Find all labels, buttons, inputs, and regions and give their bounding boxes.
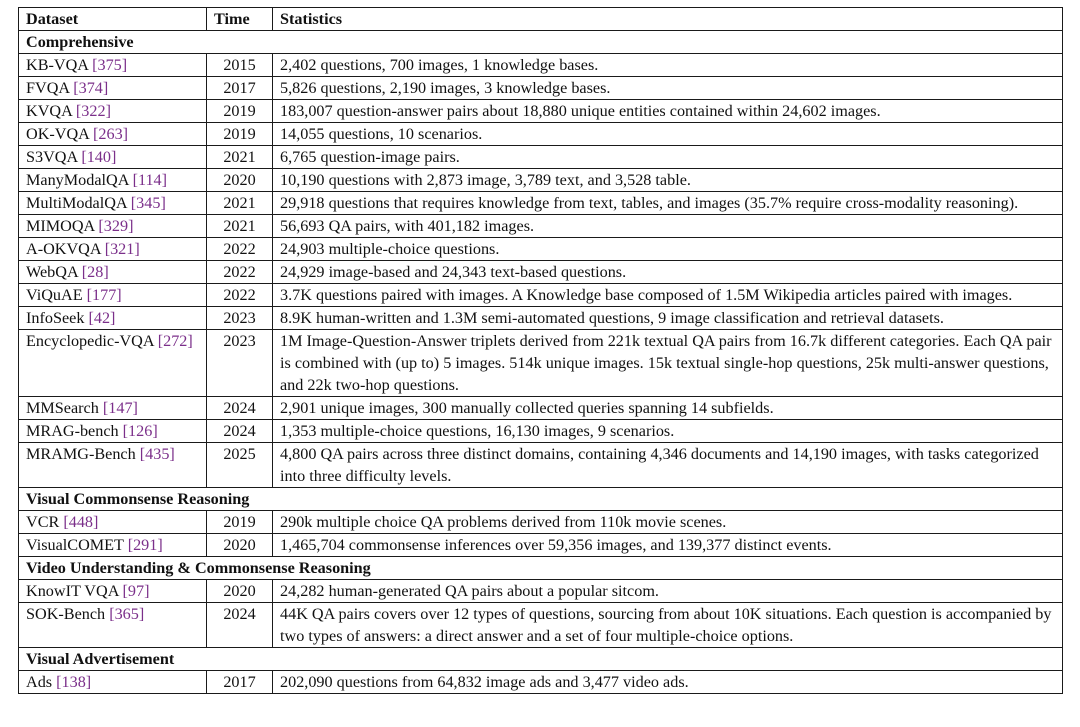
time-cell: 2022 [207,261,273,284]
dataset-cell [19,146,207,169]
dataset-cell [19,534,207,557]
time-cell: 2017 [207,77,273,100]
dataset-name: WebQA [26,263,78,281]
dataset-cell [19,215,207,238]
table-row [19,123,1063,146]
dataset-cell [19,420,207,443]
citation-link[interactable]: [147] [102,399,138,417]
dataset-cell [19,54,207,77]
time-cell: 2019 [207,100,273,123]
citation-link[interactable]: [28] [81,263,109,281]
dataset-name: S3VQA [26,148,78,166]
dataset-cell [19,77,207,100]
dataset-cell [19,238,207,261]
citation-link[interactable]: [375] [92,56,128,74]
table-row [19,397,1063,420]
statistics-cell: 29,918 questions that requires knowledge from text, tables, and images (35.7% require cross-modality reasoning). [273,192,1063,215]
statistics-cell: 290k multiple choice QA problems derived from 110k movie scenes. [273,511,1063,534]
dataset-name: SOK-Bench [26,605,106,623]
dataset-name: MMSearch [26,399,99,417]
citation-link[interactable]: [138] [56,673,92,691]
table-row [19,443,1063,488]
time-cell: 2017 [207,671,273,694]
time-cell: 2023 [207,307,273,330]
statistics-cell: 5,826 questions, 2,190 images, 3 knowledge bases. [273,77,1063,100]
time-cell: 2020 [207,169,273,192]
dataset-name: InfoSeek [26,309,85,327]
citation-link[interactable]: [345] [130,194,166,212]
statistics-cell: 24,282 human-generated QA pairs about a popular sitcom. [273,580,1063,603]
dataset-cell [19,284,207,307]
dataset-cell [19,443,207,488]
statistics-cell: 24,929 image-based and 24,343 text-based questions. [273,261,1063,284]
dataset-cell [19,511,207,534]
table-row [19,146,1063,169]
group-title: Visual Advertisement [19,648,1063,671]
statistics-cell: 183,007 question-answer pairs about 18,880 unique entities contained within 24,602 images. [273,100,1063,123]
group-header-row [19,648,1063,671]
header-row [19,8,1063,31]
dataset-cell [19,123,207,146]
time-cell: 2024 [207,603,273,648]
citation-link[interactable]: [114] [132,171,168,189]
table-row [19,169,1063,192]
dataset-name: Ads [26,673,53,691]
group-title: Visual Commonsense Reasoning [19,488,1063,511]
dataset-name: KVQA [26,102,72,120]
dataset-cell [19,307,207,330]
statistics-cell: 1M Image-Question-Answer triplets derived from 221k textual QA pairs from 16.7k different categories. Each QA pair is combined with (up to) 5 images. 514k unique images. 15k textual single-hop questions, 25k multi-answer questions, and 22k two-hop questions. [273,330,1063,397]
table-row [19,511,1063,534]
statistics-cell: 14,055 questions, 10 scenarios. [273,123,1063,146]
table-row [19,671,1063,694]
statistics-cell: 10,190 questions with 2,873 image, 3,789 text, and 3,528 table. [273,169,1063,192]
dataset-name: Encyclopedic-VQA [26,332,154,350]
citation-link[interactable]: [435] [139,445,175,463]
time-cell: 2024 [207,397,273,420]
statistics-cell: 24,903 multiple-choice questions. [273,238,1063,261]
time-cell: 2022 [207,284,273,307]
group-header-row [19,31,1063,54]
statistics-cell: 202,090 questions from 64,832 image ads and 3,477 video ads. [273,671,1063,694]
citation-link[interactable]: [365] [109,605,145,623]
time-cell: 2024 [207,420,273,443]
dataset-name: MIMOQA [26,217,95,235]
dataset-cell [19,261,207,284]
dataset-cell [19,192,207,215]
dataset-name: MRAMG-Bench [26,445,136,463]
citation-link[interactable]: [374] [73,79,109,97]
time-cell: 2021 [207,215,273,238]
table-row [19,307,1063,330]
citation-link[interactable]: [140] [81,148,117,166]
table-row [19,420,1063,443]
table-row [19,580,1063,603]
group-title: Video Understanding & Commonsense Reasoning [19,557,1063,580]
citation-link[interactable]: [272] [157,332,193,350]
dataset-name: ManyModalQA [26,171,129,189]
dataset-name: A-OKVQA [26,240,101,258]
time-cell: 2015 [207,54,273,77]
time-cell: 2021 [207,192,273,215]
statistics-cell: 1,465,704 commonsense inferences over 59,356 images, and 139,377 distinct events. [273,534,1063,557]
citation-link[interactable]: [263] [93,125,129,143]
table-body [19,31,1063,694]
group-header-row [19,488,1063,511]
dataset-name: FVQA [26,79,70,97]
statistics-cell: 2,901 unique images, 300 manually collected queries spanning 14 subfields. [273,397,1063,420]
time-cell: 2019 [207,123,273,146]
table-row [19,284,1063,307]
citation-link[interactable]: [177] [86,286,122,304]
statistics-cell: 3.7K questions paired with images. A Knowledge base composed of 1.5M Wikipedia articles paired with images. [273,284,1063,307]
header-time: Time [207,8,273,31]
dataset-cell [19,580,207,603]
statistics-cell: 2,402 questions, 700 images, 1 knowledge bases. [273,54,1063,77]
table-row [19,100,1063,123]
dataset-cell [19,169,207,192]
table-row [19,603,1063,648]
table-row [19,238,1063,261]
dataset-name: KnowIT VQA [26,582,119,600]
time-cell: 2025 [207,443,273,488]
table-row [19,192,1063,215]
table-row [19,215,1063,238]
citation-link[interactable]: [42] [88,309,116,327]
citation-link[interactable]: [448] [63,513,99,531]
time-cell: 2021 [207,146,273,169]
time-cell: 2020 [207,580,273,603]
dataset-name: VCR [26,513,60,531]
dataset-cell [19,330,207,397]
dataset-name: VisualCOMET [26,536,124,554]
header-dataset: Dataset [19,8,207,31]
table-row [19,534,1063,557]
dataset-name: ViQuAE [26,286,83,304]
citation-link[interactable]: [329] [98,217,134,235]
table-row [19,77,1063,100]
dataset-cell [19,397,207,420]
header-statistics: Statistics [273,8,1063,31]
dataset-cell [19,671,207,694]
dataset-name: KB-VQA [26,56,89,74]
dataset-name: MultiModalQA [26,194,127,212]
statistics-cell: 44K QA pairs covers over 12 types of questions, sourcing from about 10K situations. Each question is accompanied by two types of answers: a direct answer and a set of four multiple-choice options. [273,603,1063,648]
time-cell: 2020 [207,534,273,557]
dataset-table [18,7,1063,694]
time-cell: 2023 [207,330,273,397]
group-header-row [19,557,1063,580]
citation-link[interactable]: [126] [122,422,158,440]
citation-link[interactable]: [322] [75,102,111,120]
group-title: Comprehensive [19,31,1063,54]
dataset-cell [19,603,207,648]
time-cell: 2019 [207,511,273,534]
table-row [19,261,1063,284]
citation-link[interactable]: [291] [127,536,163,554]
table-row [19,54,1063,77]
dataset-cell [19,100,207,123]
citation-link[interactable]: [321] [104,240,140,258]
dataset-name: OK-VQA [26,125,89,143]
time-cell: 2022 [207,238,273,261]
dataset-name: MRAG-bench [26,422,119,440]
table-row [19,330,1063,397]
statistics-cell: 4,800 QA pairs across three distinct domains, containing 4,346 documents and 14,190 images, with tasks categorized into three difficulty levels. [273,443,1063,488]
citation-link[interactable]: [97] [122,582,150,600]
statistics-cell: 6,765 question-image pairs. [273,146,1063,169]
statistics-cell: 56,693 QA pairs, with 401,182 images. [273,215,1063,238]
statistics-cell: 1,353 multiple-choice questions, 16,130 images, 9 scenarios. [273,420,1063,443]
statistics-cell: 8.9K human-written and 1.3M semi-automated questions, 9 image classification and retrieval datasets. [273,307,1063,330]
